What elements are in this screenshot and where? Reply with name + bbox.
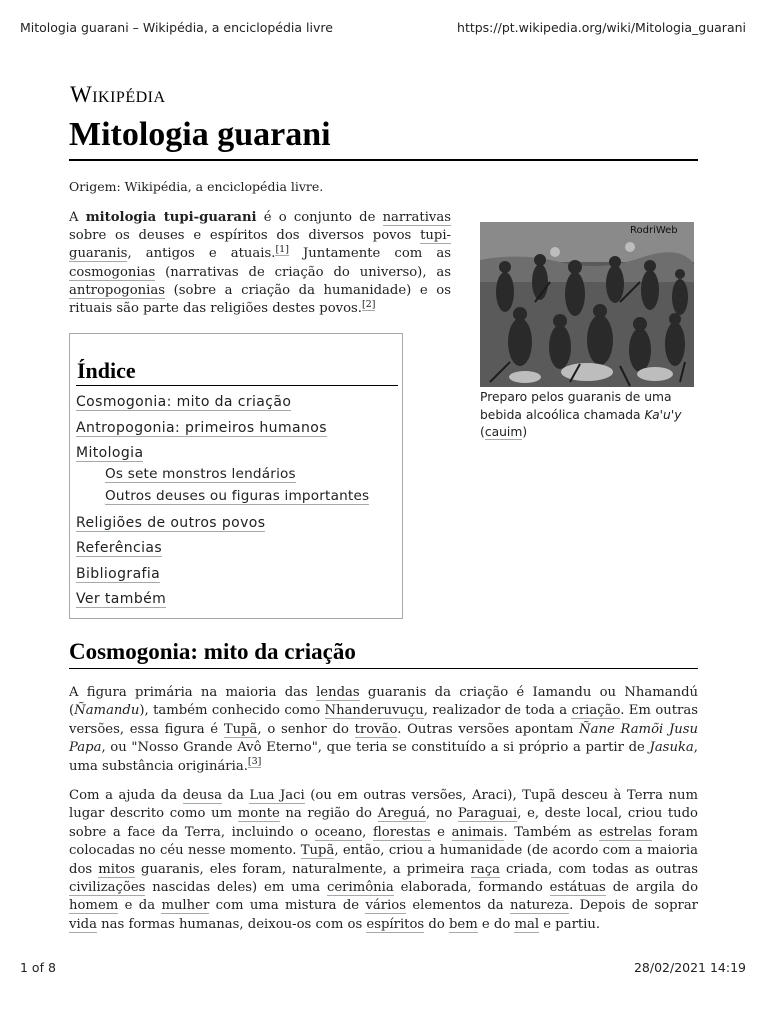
title-divider (69, 159, 698, 161)
intro-paragraph: A mitologia tupi-guarani é o conjunto de narrativas sobre os deuses e espíritos dos diversos povos tupi-guaranis, antigos e atuais.[1] Juntamente com as cosmogonias (narrativas de criação do universo), as antropogonias (sobre a criação da humanidade) e os rituais são parte das religiões destes povos.[2] (69, 210, 451, 317)
cosmogonia-paragraph-1: A figura primária na maioria das lendas guaranis da criação é Iamandu ou Nhamandú (Ñamandu), também conhecido como Nhanderuvuçu, realizador de toda a criação. Em outras versões, essa figura é Tupã, o senhor do trovão. Outras versões apontam Ñane Ramõi Jusu Papa, ou "Nosso Grande Avô Eterno", que teria se constituído a si próprio a partir de Jasuka, uma substância originária.[3] (69, 685, 699, 774)
cosmogonia-paragraph-2: Com a ajuda da deusa da Lua Jaci (ou em outras versões, Araci), Tupã desceu à Terra num lugar descrito como um monte na região do Areguá, no Paraguai, e, deste local, criou tudo sobre a face da Terra, incluindo o oceano, florestas e animais. Também as estrelas foram colocadas no céu nesse momento. Tupã, então, criou a humanidade (de acordo com a maioria dos mitos guaranis, eles foram, naturalmente, a primeira raça criada, com todas as outras civilizações nascidas deles) em uma cerimônia elaborada, formando estátuas de argila do homem e da mulher com uma mistura de vários elementos da natureza. Depois de soprar vida nas formas humanas, deixou-os com os espíritos do bem e do mal e partiu. (69, 788, 699, 932)
link-varios[interactable]: vários (365, 898, 406, 914)
figure-caption: Preparo pelos guaranis de uma bebida alcoólica chamada Ka'u'y (cauim) (480, 390, 682, 439)
link-estatuas[interactable]: estátuas (549, 880, 606, 896)
thumbnail-figure (480, 222, 696, 442)
link-florestas[interactable]: florestas (372, 824, 431, 840)
link-cerimonia[interactable]: cerimônia (326, 880, 394, 896)
print-header-url: https://pt.wikipedia.org/wiki/Mitologia_guarani (457, 20, 746, 35)
link-trovao[interactable]: trovão (354, 721, 398, 737)
link-animais[interactable]: animais (451, 824, 504, 840)
section-divider (69, 668, 698, 669)
page-title: Mitologia guarani (69, 116, 331, 153)
reference-link-3[interactable]: [3] (247, 756, 262, 768)
link-tupa[interactable]: Tupã (223, 721, 258, 737)
link-mal[interactable]: mal (514, 916, 540, 932)
link-monte[interactable]: monte (237, 806, 280, 822)
link-deusa[interactable]: deusa (182, 788, 222, 803)
link-tupa-2[interactable]: Tupã (300, 843, 335, 859)
wikipedia-wordmark[interactable]: Wikipédia (70, 82, 166, 107)
table-of-contents (69, 333, 403, 619)
toc-item-ver-tambem[interactable]: Ver também (76, 591, 167, 607)
toc-item-religioes[interactable]: Religiões de outros povos (76, 515, 266, 531)
reference-link-2[interactable]: [2] (362, 298, 376, 310)
link-mulher[interactable]: mulher (161, 898, 210, 914)
link-criacao[interactable]: criação (571, 703, 621, 719)
link-narrativas[interactable]: narrativas (382, 210, 451, 225)
toc-item-antropogonia[interactable]: Antropogonia: primeiros humanos (76, 420, 327, 436)
section-heading-cosmogonia: Cosmogonia: mito da criação (69, 639, 356, 664)
link-espiritos[interactable]: espíritos (366, 916, 425, 932)
link-bem[interactable]: bem (448, 916, 478, 932)
reference-link-1[interactable]: [1] (275, 244, 289, 256)
toc-divider (76, 385, 398, 386)
image-watermark: RodriWeb (630, 225, 678, 236)
toc-title: Índice (77, 358, 136, 383)
link-aregua[interactable]: Areguá (377, 806, 427, 822)
link-oceano[interactable]: oceano (314, 824, 363, 840)
print-header-title: Mitologia guarani – Wikipédia, a enciclopédia livre (20, 20, 333, 35)
toc-item-cosmogonia[interactable]: Cosmogonia: mito da criação (76, 394, 292, 410)
link-nhanderuvucu[interactable]: Nhanderuvuçu (324, 703, 424, 719)
engraving-illustration (480, 222, 694, 387)
link-mitos[interactable]: mitos (98, 861, 135, 877)
link-tupi-guaranis[interactable]: tupi-guaranis (69, 228, 451, 262)
toc-item-mitologia[interactable]: Mitologia (76, 445, 144, 461)
link-raca[interactable]: raça (470, 861, 500, 877)
link-cosmogonias[interactable]: cosmogonias (69, 264, 156, 280)
link-lua-jaci[interactable]: Lua Jaci (249, 788, 305, 803)
engraving-image[interactable] (480, 222, 694, 387)
link-natureza[interactable]: natureza (510, 898, 570, 914)
link-paraguai[interactable]: Paraguai (457, 806, 518, 822)
toc-item-bibliografia[interactable]: Bibliografia (76, 566, 161, 582)
print-footer-page-count: 1 of 8 (20, 960, 56, 975)
link-vida[interactable]: vida (69, 916, 97, 932)
origin-line: Origem: Wikipédia, a enciclopédia livre. (69, 179, 324, 194)
link-civilizacoes[interactable]: civilizações (69, 880, 146, 896)
link-estrelas[interactable]: estrelas (599, 824, 652, 840)
link-homem[interactable]: homem (69, 898, 119, 914)
link-cauim[interactable]: cauim (484, 425, 523, 439)
toc-item-outros-deuses[interactable]: Outros deuses ou figuras importantes (105, 488, 370, 504)
link-antropogonias[interactable]: antropogonias (69, 282, 166, 298)
toc-item-sete-monstros[interactable]: Os sete monstros lendários (105, 466, 296, 482)
bold-term: mitologia tupi-guarani (85, 210, 257, 225)
toc-item-referencias[interactable]: Referências (76, 540, 163, 556)
print-footer-datetime: 28/02/2021 14:19 (633, 960, 746, 975)
link-lendas[interactable]: lendas (316, 685, 360, 700)
